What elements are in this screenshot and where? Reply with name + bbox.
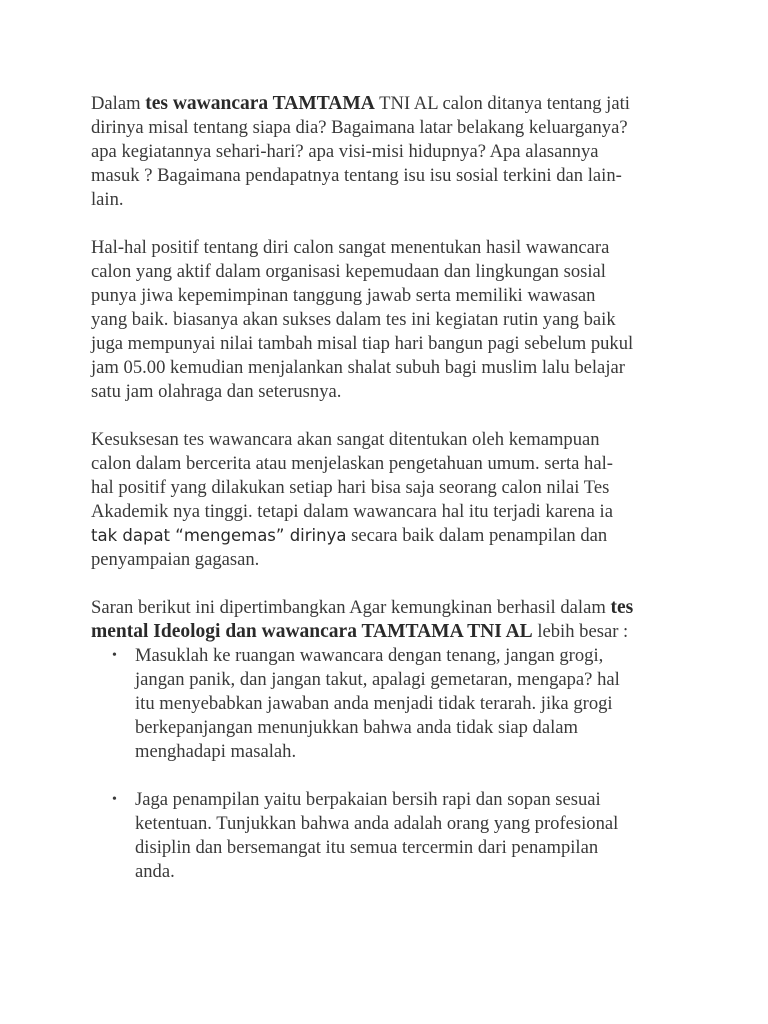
text-line: Akademik nya tinggi. tetapi dalam wawancara hal itu terjadi karena ia	[91, 501, 613, 522]
list-item	[91, 788, 698, 884]
text-line	[91, 92, 698, 116]
quoted-phrase: “mengemas”	[175, 526, 290, 545]
text-run: TNI AL calon ditanya tentang jati	[374, 93, 630, 114]
text-run: Dalam	[91, 93, 146, 114]
text-line: berkepanjangan menunjukkan bahwa anda tidak siap dalam	[135, 717, 578, 738]
paragraph-intro	[91, 92, 698, 212]
text-line: jam 05.00 kemudian menjalankan shalat subuh bagi muslim lalu belajar	[91, 357, 625, 378]
text-run: lebih besar :	[532, 621, 629, 642]
text-line: dirinya misal tentang siapa dia? Bagaimana latar belakang keluarganya?	[91, 117, 628, 138]
text-line: punya jiwa kepemimpinan tanggung jawab serta memiliki wawasan	[91, 285, 596, 306]
list-item	[91, 644, 698, 764]
text-line: lain.	[91, 189, 124, 210]
text-line: Masuklah ke ruangan wawancara dengan tenang, jangan grogi,	[135, 645, 604, 666]
bullet-icon: •	[112, 792, 117, 807]
text-line: anda.	[135, 861, 175, 882]
bullet-icon: •	[112, 648, 117, 663]
paragraph-positive-traits	[91, 236, 698, 404]
bold-phrase: mental Ideologi dan wawancara TAMTAMA TNI AL	[91, 621, 533, 642]
text-line	[91, 524, 698, 548]
text-line: calon yang aktif dalam organisasi kepemudaan dan lingkungan sosial	[91, 261, 606, 282]
text-line: masuk ? Bagaimana pendapatnya tentang isu isu sosial terkini dan lain-	[91, 165, 622, 186]
bold-phrase: tes wawancara TAMTAMA	[145, 93, 375, 114]
text-line: menghadapi masalah.	[135, 741, 297, 762]
text-line: itu menyebabkan jawaban anda menjadi tidak terarah. jika grogi	[135, 693, 613, 714]
text-line: apa kegiatannya sehari-hari? apa visi-misi hidupnya? Apa alasannya	[91, 141, 599, 162]
text-line	[91, 596, 698, 620]
bold-phrase: tes	[610, 597, 634, 618]
sans-phrase: tak dapat	[91, 526, 176, 545]
text-line: Jaga penampilan yaitu berpakaian bersih rapi dan sopan sesuai	[135, 789, 601, 810]
text-line: penyampaian gagasan.	[91, 549, 260, 570]
text-run: Saran berikut ini dipertimbangkan Agar kemungkinan berhasil dalam	[91, 597, 611, 618]
text-line	[91, 620, 698, 644]
paragraph-advice-intro	[91, 596, 698, 644]
text-line: disiplin dan bersemangat itu semua tercermin dari penampilan	[135, 837, 599, 858]
text-line: Kesuksesan tes wawancara akan sangat ditentukan oleh kemampuan	[91, 429, 600, 450]
text-line: yang baik. biasanya akan sukses dalam tes ini kegiatan rutin yang baik	[91, 309, 616, 330]
text-line: ketentuan. Tunjukkan bahwa anda adalah orang yang profesional	[135, 813, 619, 834]
sans-phrase: dirinya	[289, 526, 347, 545]
text-run: secara baik dalam penampilan dan	[346, 525, 608, 546]
advice-list	[91, 644, 698, 884]
text-line: calon dalam bercerita atau menjelaskan pengetahuan umum. serta hal-	[91, 453, 613, 474]
text-line: jangan panik, dan jangan takut, apalagi gemetaran, mengapa? hal	[135, 669, 620, 690]
text-line: Hal-hal positif tentang diri calon sangat menentukan hasil wawancara	[91, 237, 610, 258]
text-line: hal positif yang dilakukan setiap hari bisa saja seorang calon nilai Tes	[91, 477, 610, 498]
text-line: juga mempunyai nilai tambah misal tiap hari bangun pagi sebelum pukul	[91, 333, 634, 354]
text-line: satu jam olahraga dan seterusnya.	[91, 381, 342, 402]
paragraph-success	[91, 428, 698, 572]
